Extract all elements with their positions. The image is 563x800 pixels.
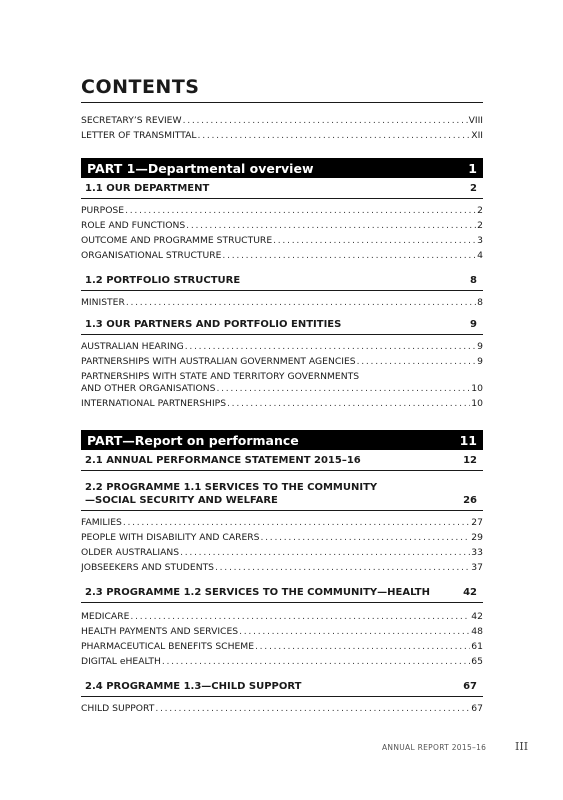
toc-entry[interactable]: PARTNERSHIPS WITH AUSTRALIAN GOVERNMENT AGENCIES . . . 9 <box>81 356 483 371</box>
toc-entry[interactable]: DIGITAL eHEALTH . . . 65 <box>81 656 483 671</box>
page-title: CONTENTS <box>81 76 200 98</box>
section-heading[interactable]: 2.3 PROGRAMME 1.2 SERVICES TO THE COMMUNITY—HEALTH 42 <box>81 585 483 603</box>
section-items <box>81 703 483 718</box>
toc-entry[interactable]: SECRETARY’S REVIEW . . . VIII <box>81 115 483 130</box>
section-heading[interactable]: 1.2 PORTFOLIO STRUCTURE 8 <box>81 273 483 291</box>
toc-entry[interactable]: ROLE AND FUNCTIONS . . . 2 <box>81 220 483 235</box>
toc-entry[interactable]: PURPOSE . . . 2 <box>81 205 483 220</box>
section-items <box>81 517 483 577</box>
toc-entry[interactable]: MEDICARE . . . 42 <box>81 611 483 626</box>
toc-entry[interactable]: PEOPLE WITH DISABILITY AND CARERS . . . 29 <box>81 532 483 547</box>
toc-entry[interactable]: PHARMACEUTICAL BENEFITS SCHEME . . . 61 <box>81 641 483 656</box>
part-heading[interactable]: PART 1—Departmental overview 1 <box>81 158 483 178</box>
toc-entry[interactable]: ORGANISATIONAL STRUCTURE . . . 4 <box>81 250 483 265</box>
section-heading[interactable]: 2.4 PROGRAMME 1.3—CHILD SUPPORT 67 <box>81 679 483 697</box>
footer-report-title: ANNUAL REPORT 2015–16 <box>382 743 487 752</box>
footer-page-number: III <box>515 740 529 753</box>
part-heading[interactable]: PART—Report on performance 11 <box>81 430 483 450</box>
front-matter-list <box>81 115 483 145</box>
section-items <box>81 611 483 671</box>
toc-entry[interactable]: AND OTHER ORGANISATIONS . . . 10 <box>81 383 483 398</box>
toc-entry-line1[interactable]: PARTNERSHIPS WITH STATE AND TERRITORY GOVERNMENTS <box>81 371 360 382</box>
section-items <box>81 205 483 265</box>
toc-entry[interactable]: OUTCOME AND PROGRAMME STRUCTURE . . . 3 <box>81 235 483 250</box>
toc-entry[interactable]: HEALTH PAYMENTS AND SERVICES . . . 48 <box>81 626 483 641</box>
section-heading[interactable]: 1.3 OUR PARTNERS AND PORTFOLIO ENTITIES 9 <box>81 317 483 335</box>
toc-entry[interactable]: JOBSEEKERS AND STUDENTS . . . 37 <box>81 562 483 577</box>
toc-entry[interactable]: MINISTER . . . 8 <box>81 297 483 312</box>
section-items <box>81 297 483 312</box>
section-items <box>81 341 483 413</box>
toc-entry[interactable]: LETTER OF TRANSMITTAL . . . XII <box>81 130 483 145</box>
toc-entry[interactable]: CHILD SUPPORT . . . 67 <box>81 703 483 718</box>
section-heading[interactable]: 2.2 PROGRAMME 1.1 SERVICES TO THE COMMUNITY —SOCIAL SECURITY AND WELFARE 26 <box>81 479 483 511</box>
title-rule <box>81 102 483 103</box>
toc-entry[interactable]: OLDER AUSTRALIANS . . . 33 <box>81 547 483 562</box>
section-heading[interactable]: 1.1 OUR DEPARTMENT 2 <box>81 181 483 199</box>
toc-entry[interactable]: AUSTRALIAN HEARING . . . 9 <box>81 341 483 356</box>
toc-entry[interactable]: FAMILIES . . . 27 <box>81 517 483 532</box>
section-heading[interactable]: 2.1 ANNUAL PERFORMANCE STATEMENT 2015–16 12 <box>81 453 483 471</box>
toc-entry[interactable]: INTERNATIONAL PARTNERSHIPS . . . 10 <box>81 398 483 413</box>
